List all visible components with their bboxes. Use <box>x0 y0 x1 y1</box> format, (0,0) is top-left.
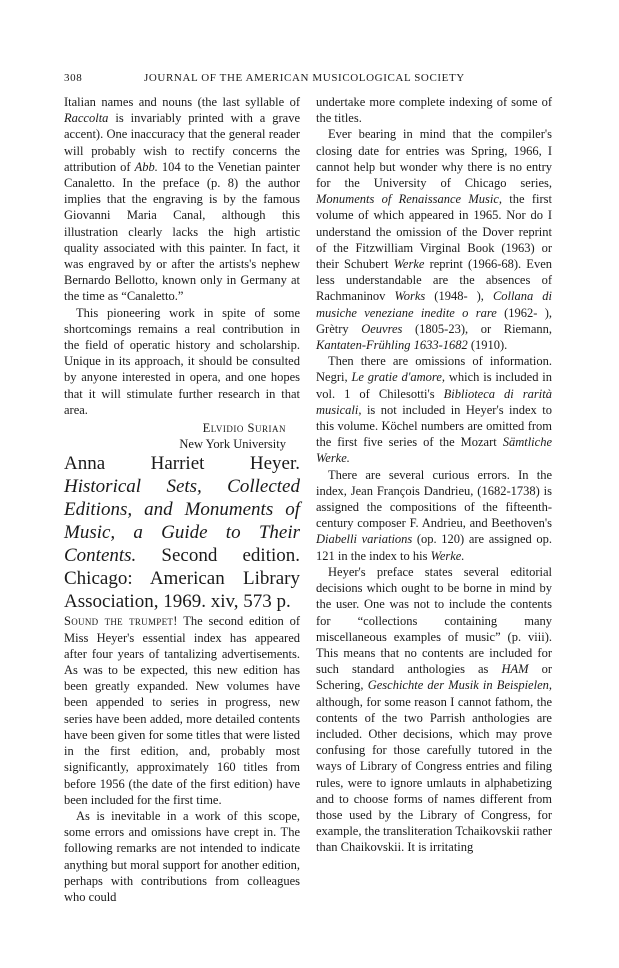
review-paragraph-1: Italian names and nouns (the last syllable of Raccolta is invariably printed with a grave accent). One inaccuracy that the general reader will probably wish to rectify concerns the attribution of Abb. 104 to the Venetian painter Canaletto. In the preface (p. 8) the author implies that the engraving is by the famous Giovanni Maria Canal, although this illustration clearly lacks the high artistic quality associated with this painter. In fact, it was engraved by or after the artists's nephew Bernardo Bellotto, known only in Germany at the time as “Canaletto.” <box>64 95 300 304</box>
running-title: JOURNAL OF THE AMERICAN MUSICOLOGICAL SOCIETY <box>144 72 465 84</box>
reviewer-affiliation: New York University <box>179 437 286 452</box>
review-paragraph-7: Then there are omissions of information. Negri, Le gratie d'amore, which is included in vol. 1 of Chilesotti's Biblioteca di rarità musicali, is not included in Heyer's index to this volume. Köchel numbers are omitted from the first five series of the Mozart Sämtliche Werke. <box>316 354 552 466</box>
right-column <box>316 94 552 856</box>
review-heading: Anna Harriet Heyer. Historical Sets, Collected Editions, and Monuments of Music, a Guide to Their Contents. Second edition. Chicago: American Library Association, 1969. xiv, 573 p. <box>64 453 300 613</box>
review-paragraph-8: There are several curious errors. In the index, Jean François Dandrieu, (1682-1738) is assigned the compositions of the fifteenth-century composer F. Andrieu, and Beethoven's Diabelli variations (op. 120) are assigned op. 121 in the index to his Werke. <box>316 467 552 563</box>
review-paragraph-3: Sound the trumpet! The second edition of Miss Heyer's essential index has appeared after four years of tantalizing advertisements. As was to be expected, this new edition has been greatly expanded. New volumes have been appended to series in progress, new series have been added, more detailed contents have been given for some titles that were listed in the first edition, and, probably most significantly, approximately 160 titles from before 1956 (the date of the first edition) have been included for the first time. <box>64 614 300 807</box>
review-paragraph-5: undertake more complete indexing of some of the titles. <box>316 95 552 126</box>
page-number: 308 <box>64 72 83 84</box>
review-paragraph-2: This pioneering work in spite of some shortcomings remains a real contribution in the field of operatic history and scholarship. Unique in its approach, it should be consulted by anyone interested in opera, and one hopes that it will stimulate further research in that area. <box>64 305 300 417</box>
reviewer-name: Elvidio Surian <box>202 421 286 436</box>
reviewer-signature <box>64 420 300 452</box>
review-paragraph-6: Ever bearing in mind that the compiler's closing date for entries was Spring, 1966, I cannot help but wonder why there is no entry for the University of Chicago series, Monuments of Renaissance Music, the first volume of which appeared in 1965. Nor do I understand the omission of the Dover reprint of the Fitzwilliam Virginal Book (1963) or their Schubert Werke reprint (1966-68). Even less understandable are the absences of Rachmaninov Works (1948- ), Collana di musiche veneziane inedite o rare (1962- ), Grètry Oeuvres (1805-23), or Riemann, Kantaten-Frühling 1633-1682 (1910). <box>316 127 553 353</box>
review-paragraph-9: Heyer's preface states several editorial decisions which ought to be borne in mind by the user. One was not to include the contents for “collections containing many miscellaneous examples of music” (p. viii). This means that no contents are included for such standard anthologies as HAM or Schering, Geschichte der Musik in Beispielen, although, for some reason I cannot fathom, the contents of the two Parrish anthologies are included. Other decisions, which may prove confusing for those carefully tutored in the ways of Library of Congress entries and filing rules, were to ignore umlauts in alphabetizing and to choose forms of names different from those used by the Library of Congress, for example, the transliteration Tchaikovskii rather than Chaikovskii. It is irritating <box>316 564 552 855</box>
left-column <box>64 94 300 905</box>
review-paragraph-4: As is inevitable in a work of this scope, some errors and omissions have crept in. The following remarks are not intended to indicate anything but moral support for another edition, perhaps with contributions from colleagues who could <box>64 808 300 904</box>
running-header <box>64 72 554 88</box>
